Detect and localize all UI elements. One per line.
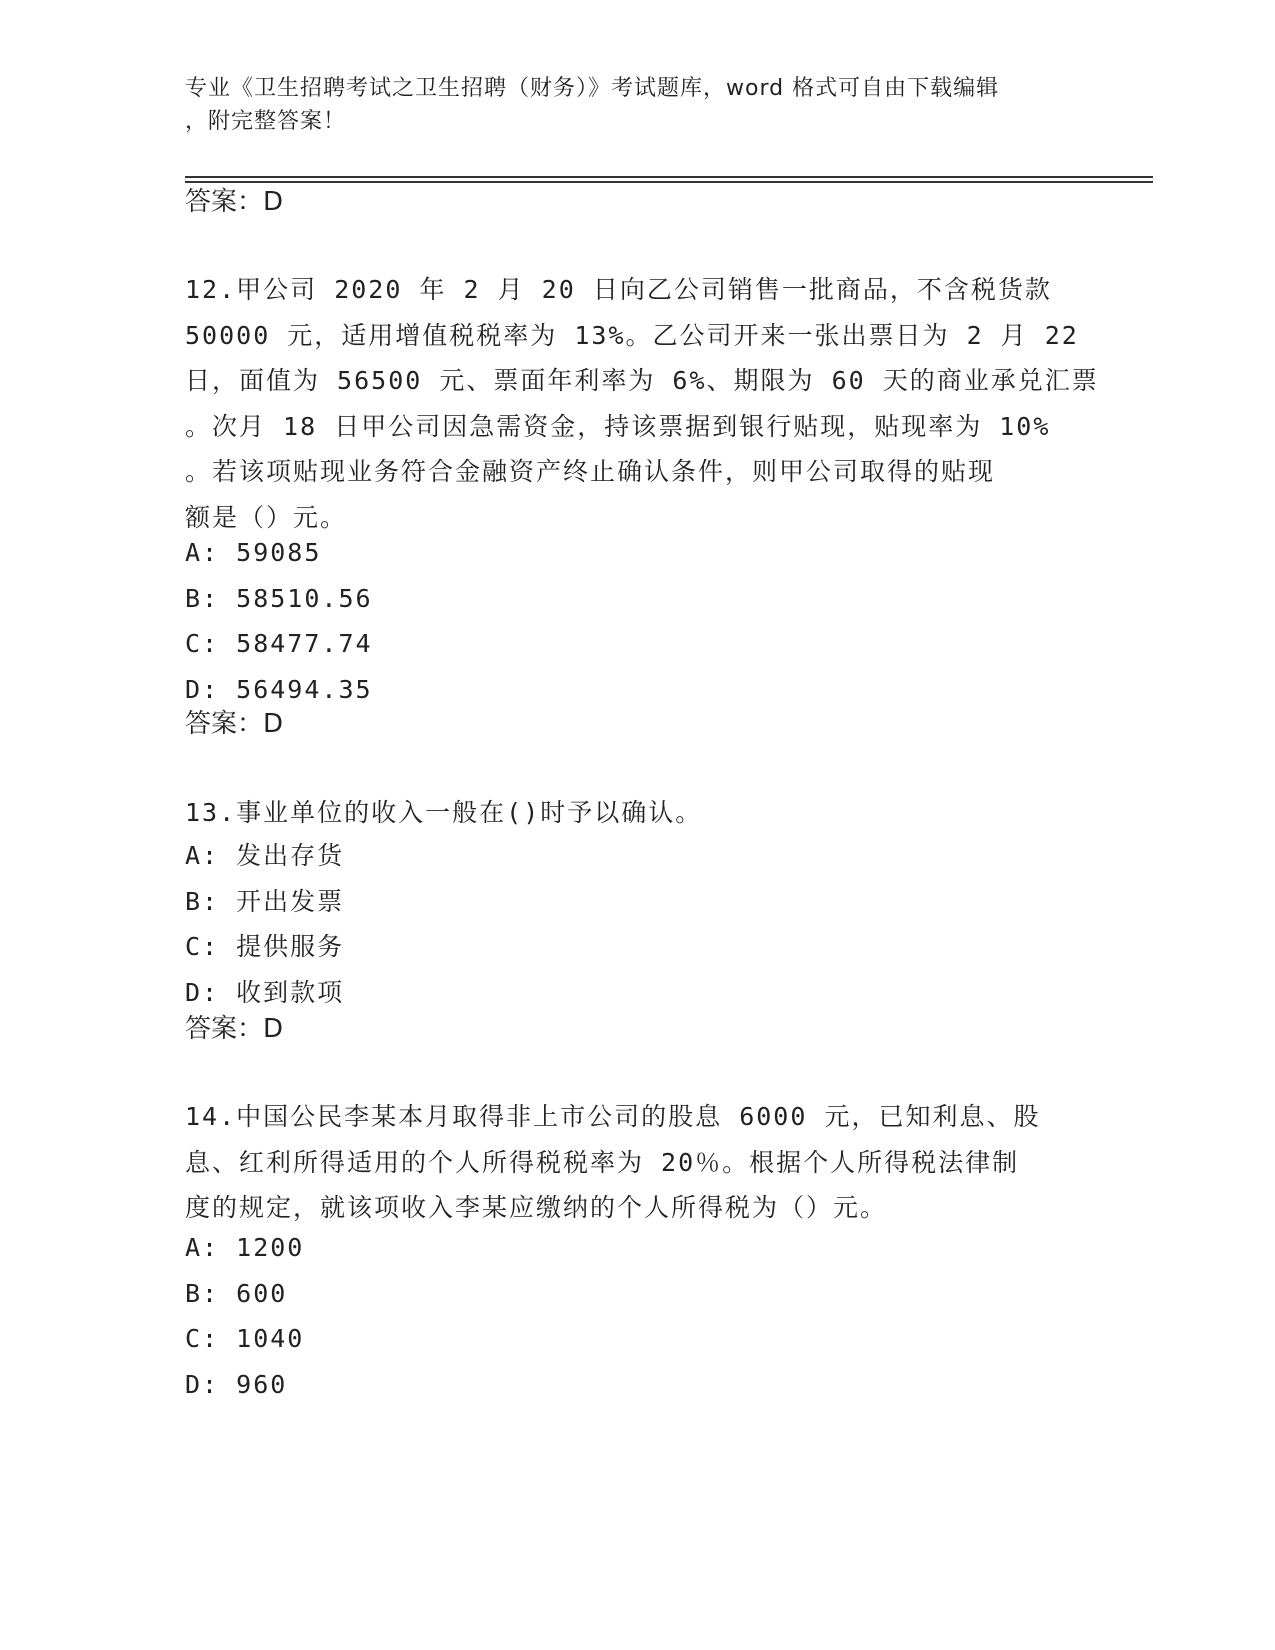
- question-text-line: 。次月 18 日甲公司因急需资金，持该票据到银行贴现，贴现率为 10%: [185, 411, 1051, 441]
- question-13-options: [185, 833, 344, 1015]
- option-b: B: 600: [185, 1278, 288, 1308]
- question-14-options: [185, 1225, 304, 1407]
- question-text-line: 度的规定，就该项收入李某应缴纳的个人所得税为（）元。: [185, 1193, 888, 1222]
- option-c: C: 1040: [185, 1324, 305, 1353]
- question-text-line: 。若该项贴现业务符合金融资产终止确认条件，则甲公司取得的贴现: [185, 457, 996, 486]
- header-line-2: ，附完整答案！: [185, 109, 347, 134]
- answer-label: 答案：D: [185, 1014, 284, 1044]
- option-b: B: 58510.56: [185, 583, 373, 613]
- question-12-options: [185, 530, 373, 712]
- document-header: [185, 72, 1065, 138]
- header-line-1: 专业《卫生招聘考试之卫生招聘（财务）》考试题库，word 格式可自由下载编辑: [185, 76, 1000, 101]
- option-d: D: 960: [185, 1369, 288, 1399]
- question-text-line: 14.中国公民李某本月取得非上市公司的股息 6000 元，已知利息、股: [185, 1102, 1041, 1131]
- option-a: A: 1200: [185, 1233, 305, 1262]
- answer-label: 答案：D: [185, 187, 284, 217]
- question-text-line: 13.事业单位的收入一般在()时予以确认。: [185, 798, 703, 827]
- question-text-line: 50000 元，适用增值税税率为 13%。乙公司开来一张出票日为 2 月 22: [185, 320, 1079, 350]
- header-divider-top: [185, 176, 1153, 178]
- option-b: B: 开出发票: [185, 886, 345, 916]
- option-a: A: 59085: [185, 538, 322, 567]
- option-c: C: 58477.74: [185, 629, 373, 658]
- option-a: A: 发出存货: [185, 841, 345, 870]
- option-c: C: 提供服务: [185, 932, 345, 961]
- option-d: D: 收到款项: [185, 977, 345, 1007]
- question-text-line: 12.甲公司 2020 年 2 月 20 日向乙公司销售一批商品，不含税货款: [185, 275, 1052, 304]
- question-14: [185, 1094, 1085, 1231]
- question-12: [185, 267, 1099, 540]
- answer-label: 答案：D: [185, 709, 284, 739]
- header-divider-bottom: [185, 181, 1153, 183]
- question-text-line: 日，面值为 56500 元、票面年利率为 6%、期限为 60 天的商业承兑汇票: [185, 366, 1099, 395]
- question-13: [185, 790, 1085, 836]
- question-text-line: 息、红利所得适用的个人所得税税率为 20％。根据个人所得税法律制: [185, 1147, 1020, 1177]
- question-text-line: 额是（）元。: [185, 502, 348, 532]
- option-d: D: 56494.35: [185, 674, 373, 704]
